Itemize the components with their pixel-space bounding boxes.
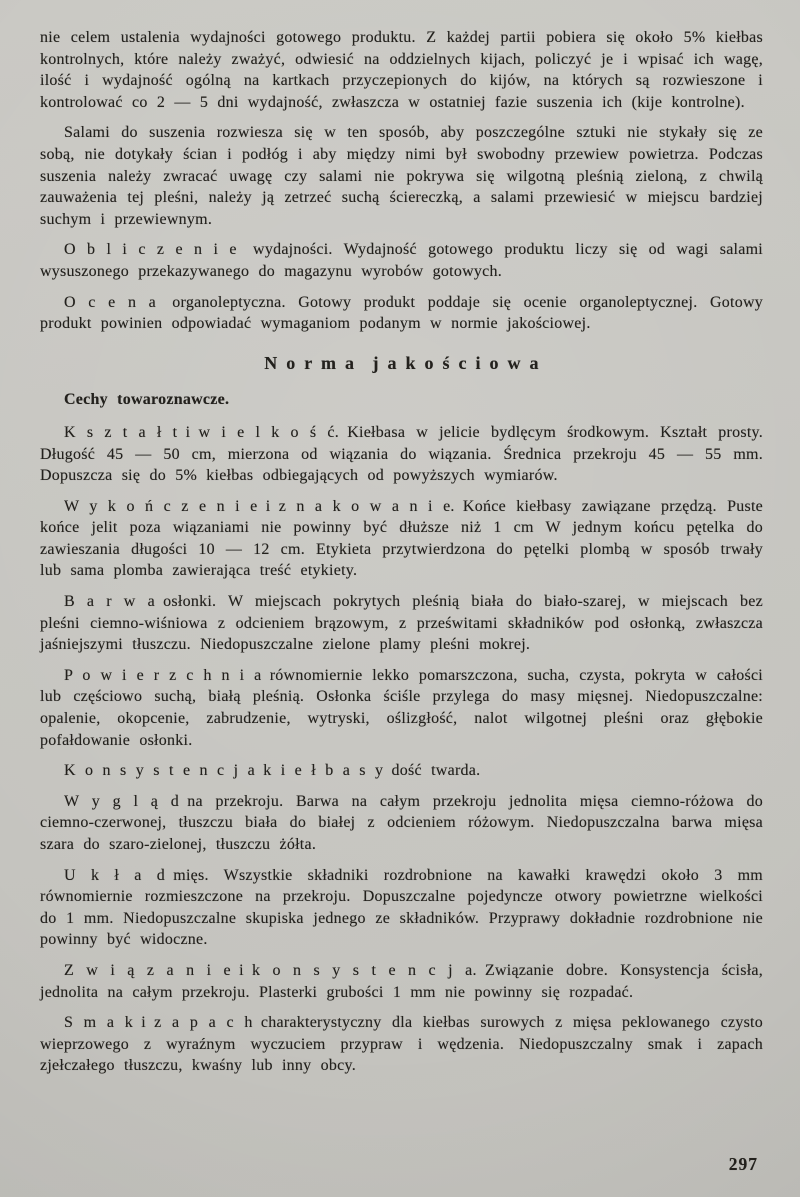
paragraph: U k ł a d mięs. Wszystkie składniki rozdrobnione na kawałki krawędzi około 3 mm równomiernie rozmieszczone na przekroju. Dopuszczalne pojedyncze otwory powietrzne wielkości do 1 mm. Niedopuszczalne skupiska jednego ze składników. Przyprawy dokładnie rozdrobnione nie powinny być widoczne. xyxy=(40,866,763,949)
paragraph: nie celem ustalenia wydajności gotowego produktu. Z każdej partii pobiera się około 5% kiełbas kontrolnych, które należy zważyć, odwiesić na oddzielnych kijach, policzyć je i wpisać ich wagę, ilość i wydajność ogólną na kartkach przyczepionych do kijów, na których są rozwieszone i kontrolować co 2 — 5 dni wydajność, zwłaszcza w ostatniej fazie suszenia ich (kije kontrolne). xyxy=(40,29,763,111)
paragraph: W y g l ą d na przekroju. Barwa na całym przekroju jednolita mięsa ciemno-różowa do ciemno-czerwonej, tłuszczu biała do białej z odcieniem różowym. Niedopuszczalna barwa mięsa szara do szaro-zielonej, tłuszczu żółta. xyxy=(40,792,763,853)
paragraph: Salami do suszenia rozwiesza się w ten sposób, aby poszczególne sztuki nie stykały się ze sobą, nie dotykały ścian i podłóg i aby między nimi był swobodny przewiew powietrza. Podczas suszenia należy zwracać uwagę czy salami nie pokrywa się wilgotną pleśnią zieloną, z chwilą zauważenia tej pleśni, należy ją zetrzeć suchą ściereczką, a salami przewiesić w miejscu bardziej suchym i przewiewnym. xyxy=(40,124,763,228)
paragraph: W y k o ń c z e n i e i z n a k o w a n i e. Końce kiełbasy zawiązane przędzą. Puste końce jelit poza wiązaniami nie powinny być dłuższe niż 1 cm W jednym końcu pętelka do zawieszania długości 10 — 12 cm. Etykieta przytwierdzona do pętelki plombą w sposób trwały lub sama plomba zawierająca treść etykiety. xyxy=(40,497,763,580)
paragraph: S m a k i z a p a c h charakterystyczny dla kiełbas surowych z mięsa peklowanego czysto wieprzowego z wyraźnym wyczuciem przypraw i wędzenia. Niedopuszczalny smak i zapach zjełczałego tłuszczu, kwaśny lub inny obcy. xyxy=(40,1014,763,1075)
subsection-heading: Cechy towaroznawcze. xyxy=(64,391,230,409)
paragraph: O c e n a organoleptyczna. Gotowy produkt poddaje się ocenie organoleptycznej. Gotowy produkt powinien odpowiadać wymaganiom podanym w normie jakościowej. xyxy=(40,293,763,333)
section-heading: N o r m a j a k o ś c i o w a xyxy=(264,352,539,373)
paragraph: Z w i ą z a n i e i k o n s y s t e n c j a. Związanie dobre. Konsystencja ścisła, jednolita na całym przekroju. Plasterki grubości 1 mm nie powinny się rozpadać. xyxy=(40,961,763,1001)
paragraph: O b l i c z e n i e wydajności. Wydajność gotowego produktu liczy się od wagi salami wysuszonego przekazywanego do magazynu wyrobów gotowych. xyxy=(40,241,763,280)
paragraph: K o n s y s t e n c j a k i e ł b a s y dość twarda. xyxy=(64,762,481,780)
page-number: 297 xyxy=(728,1154,758,1174)
page-body xyxy=(40,27,763,1077)
paragraph: B a r w a osłonki. W miejscach pokrytych pleśnią biała do biało-szarej, w miejscach bez pleśni ciemno-wiśniowa z odcieniem brązowym, z prześwitami składników pod osłonką, zwłaszcza jaśniejszymi tłuszczu. Niedopuszczalne zielone plamy pleśni mokrej. xyxy=(40,593,763,654)
paragraph: P o w i e r z c h n i a równomiernie lekko pomarszczona, sucha, czysta, pokryta w całości lub częściowo suchą, białą pleśnią. Osłonka ściśle przylega do masy mięsnej. Niedopuszczalne: opalenie, okopcenie, zabrudzenie, wytryski, oślizgłość, nalot wilgotnej pleśni oraz głębokie pofałdowanie osłonki. xyxy=(40,666,763,749)
paragraph: K s z t a ł t i w i e l k o ś ć. Kiełbasa w jelicie bydlęcym środkowym. Kształt prosty. Długość 45 — 50 cm, mierzona od wiązania do wiązania. Średnica przekroju 45 — 55 mm. Dopuszcza się do 5% kiełbas odbiegających od powyższych wymiarów. xyxy=(40,423,763,485)
